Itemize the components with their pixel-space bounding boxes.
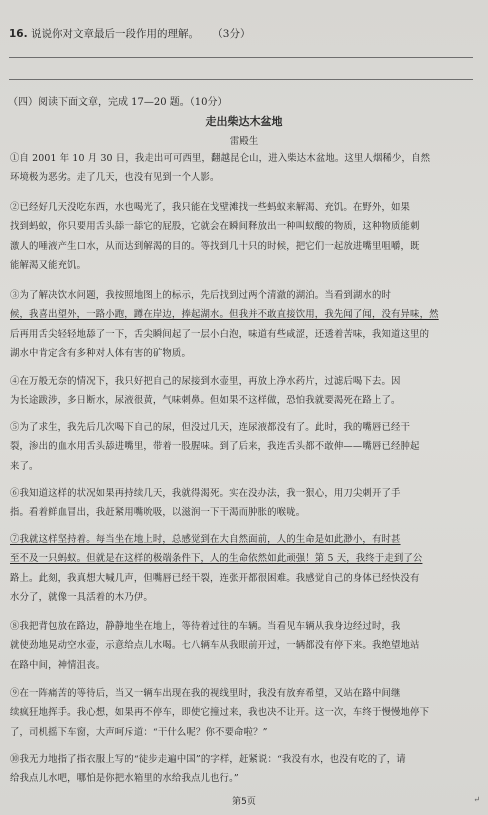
answer-line-1[interactable] [9,57,473,58]
answer-line-2[interactable] [9,79,473,80]
paragraph-8 [10,617,476,675]
paragraph-1 [10,149,476,188]
line: ⑤为了求生，我先后几次喝下自己的尿，但没过几天，连尿液都没有了。此时，我的嘴唇已经干 [10,422,411,433]
line: 环境极为恶劣。走了几天，也没有见到一个人影。 [10,172,220,184]
question-text: 说说你对文章最后一段作用的理解。 [30,28,199,40]
line: 指。看着鲜血冒出，我赶紧用嘴吮吸，以滋润一下干渴而肿胀的喉咙。 [10,507,306,519]
line: 湖水中肯定含有多种对人体有害的矿物质。 [10,347,191,359]
line: ③为了解决饮水问题，我按照地图上的标示，先后找到过两个清澈的湖泊。当看到湖水的时 [10,290,392,301]
line: 就使劲地晃动空水壶，示意给点儿水喝。七八辆车从我眼前开过，一辆都没有停下来。我绝望地站 [10,640,420,652]
line: 裂，渗出的血水用舌头舔进嘴里，带着一股腥味。到了后来，我连舌头都不敢伸——嘴唇已经肿起 [10,441,420,453]
line: 激人的唾液产生口水，从而达到解渴的目的。等找到几十只的时候，把它们一起放进嘴里咀嚼，既 [10,240,420,252]
line: 了，司机摇下车窗，大声呵斥道：“干什么呢？你不要命啦？” [10,726,268,738]
line: ①自 2001 年 10 月 30 日，我走出可可西里，翻越昆仑山，进入柴达木盆地。这里人烟稀少，自然 [10,153,431,164]
line: 能解渴又能充饥。 [10,259,87,271]
line: ⑦我就这样坚持着。每当坐在地上时，总感觉到在大自然面前，人的生命是如此渺小，有时甚 [10,534,401,545]
article-author: 雷殿生 [229,136,259,147]
question-number: 16. [9,28,28,40]
line: ⑨在一阵痛苦的等待后，当又一辆车出现在我的视线里时，我没有放弃希望，又站在路中间继 [10,688,401,699]
line: 给我点儿水吧，哪怕是你把水箱里的水给我点儿也行。” [10,773,239,785]
page-number: 第5页 [232,797,256,807]
line: ⑥我知道这样的状况如果再持续几天，我就得渴死。实在没办法，我一狠心，用刀尖刺开了手 [10,488,401,499]
paragraph-3 [10,286,476,363]
line: 水分了，就像一具活着的木乃伊。 [10,591,153,603]
line: 在路中间，神情沮丧。 [10,659,106,671]
paragraph-2 [10,198,476,275]
paragraph-6 [10,484,476,523]
line: ⑧我把背包放在路边，静静地坐在地上，等待着过往的车辆。当看见车辆从我身边经过时，我 [10,621,401,632]
question-points: （3分） [212,28,251,40]
section-heading: （四）阅读下面文章，完成 17—20 题。（10分） [8,97,228,108]
line: ④在万般无奈的情况下，我只好把自己的尿接到水壶里，再放上净水药片，过滤后喝下去。因 [10,376,401,387]
line: 来了。 [10,460,39,472]
line: 找到蚂蚁，你只要用舌头舔一舔它的屁股，它就会在瞬间释放出一种叫蚁酸的物质，这种物质能刺 [10,221,420,233]
paragraph-5 [10,418,476,476]
return-mark: ↵ [473,795,480,804]
line: 为长途跋涉，多日断水，尿液很黄，气味刺鼻。但如果不这样做，恐怕我就要渴死在路上了。 [10,395,401,407]
line: 后再用舌尖轻轻地舔了一下，舌尖瞬间起了一层小白泡，味道有些咸涩，还透着苦味，我知道这里的 [10,328,430,340]
line: 候，我喜出望外，一路小跑，蹲在岸边，捧起湖水。但我并不敢直接饮用，我先闻了闻，没有异味，然 [10,309,439,321]
line: 至不及一只蚂蚁。但就是在这样的极端条件下，人的生命依然如此顽强！第 5 天，我终于走到了公 [10,553,423,565]
paragraph-10 [10,750,476,789]
line: 路上。此刻，我真想大喊几声，但嘴唇已经干裂，连张开都很困难。我感觉自己的身体已经快没有 [10,572,420,584]
line: 续疯狂地挥手。我心想，如果再不停车，即使它撞过来，我也决不让开。这一次，车终于慢慢地停下 [10,707,430,719]
line: ②已经好几天没吃东西，水也喝光了，我只能在戈壁滩找一些蚂蚁来解渴、充饥。在野外，如果 [10,202,411,213]
line: ⑩我无力地指了指衣服上写的“徒步走遍中国”的字样，赶紧说：“我没有水，也没有吃的了，请 [10,754,406,765]
article-title: 走出柴达木盆地 [205,115,283,128]
paragraph-7 [10,530,476,607]
paragraph-4 [10,372,476,411]
paragraph-9 [10,684,476,742]
question-16 [9,26,250,41]
